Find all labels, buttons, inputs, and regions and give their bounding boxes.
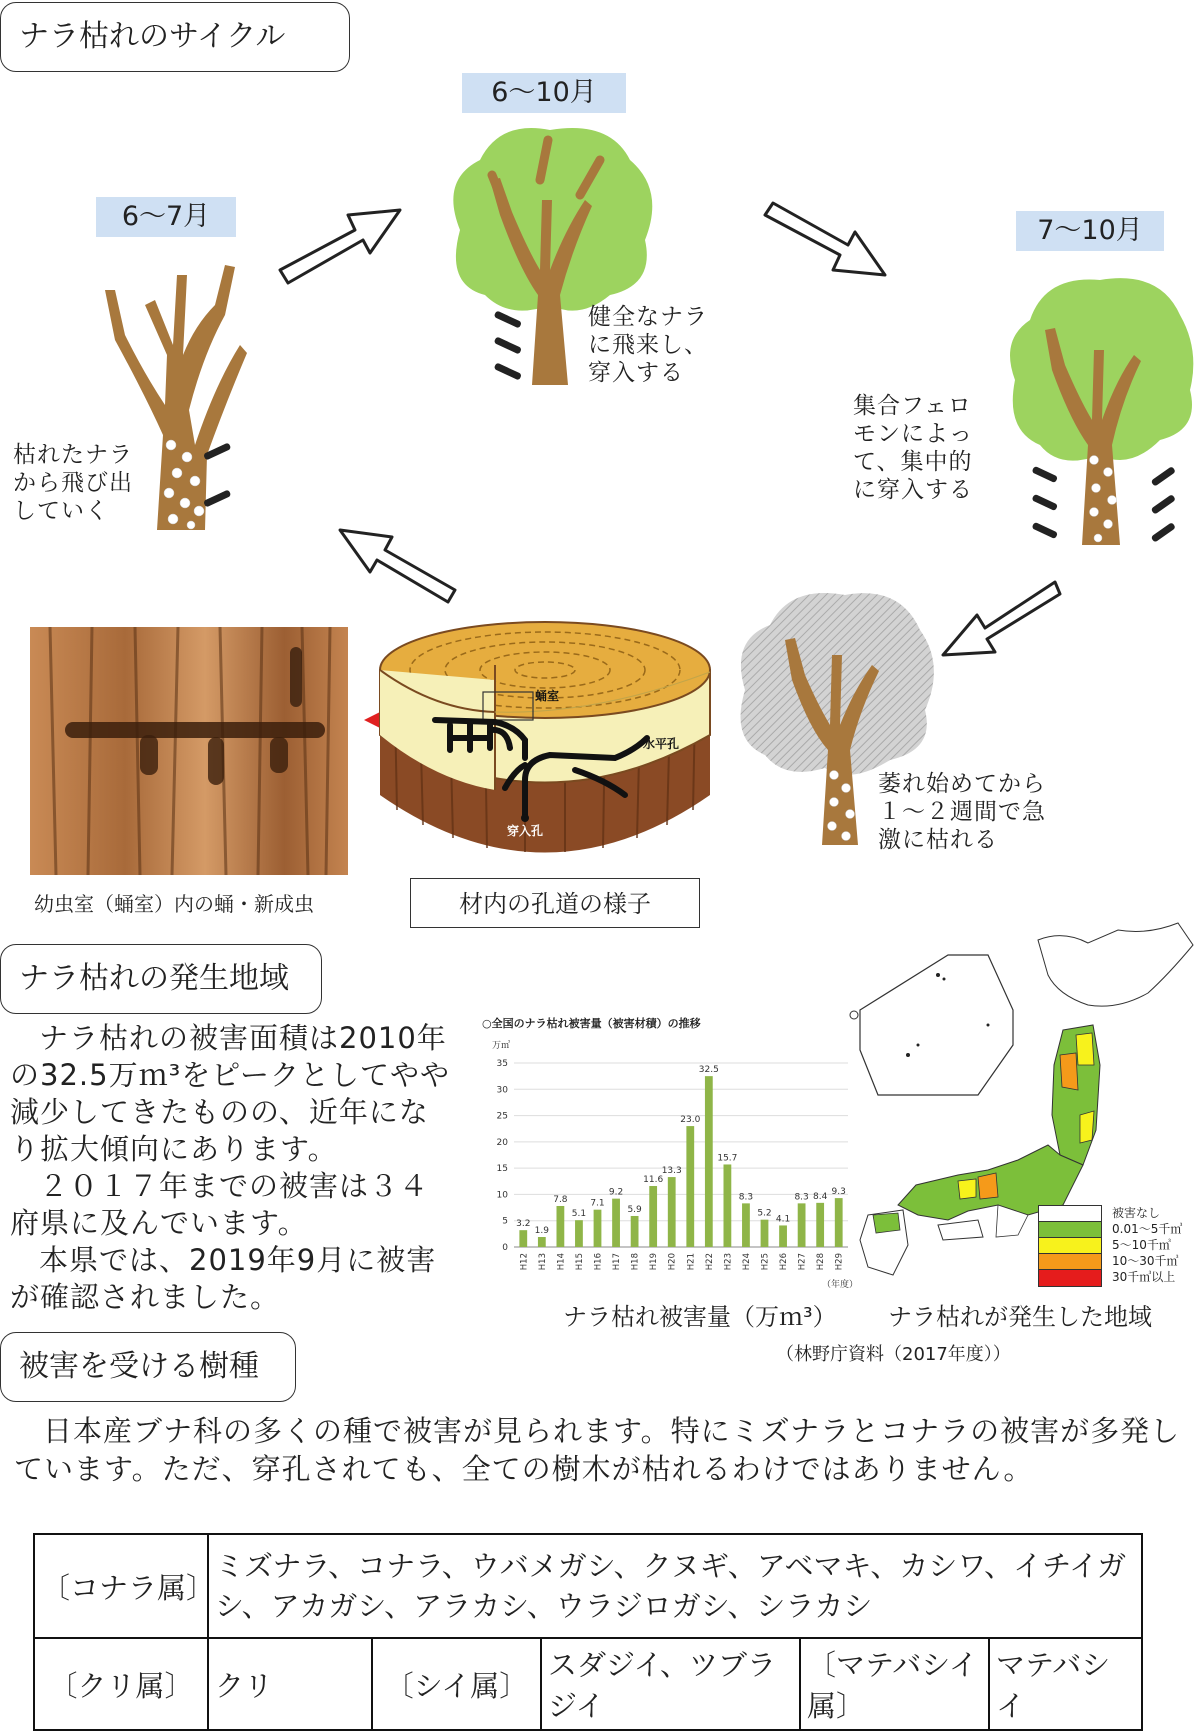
chart-data-label: 13.3 <box>661 1166 682 1177</box>
chart-bar <box>742 1203 750 1247</box>
chart-y-axis-label: 万㎥ <box>492 1041 511 1051</box>
chart-y-tick-label: 35 <box>496 1059 508 1069</box>
chart-data-label: 5.9 <box>627 1204 642 1215</box>
genus-konara: 〔コナラ属〕 <box>34 1534 208 1638</box>
gallery-caption: 材内の孔道の様子 <box>410 878 700 928</box>
chart-data-label: 11.6 <box>643 1175 664 1186</box>
chart-bar <box>668 1177 676 1247</box>
chart-data-label: 32.5 <box>698 1065 719 1076</box>
arrow-up-right-icon <box>270 195 410 295</box>
chart-y-tick-label: 5 <box>502 1216 508 1227</box>
beetle-icon <box>198 440 238 520</box>
chart-y-tick-label: 0 <box>502 1243 508 1253</box>
chart-x-tick-label: H18 <box>630 1253 641 1271</box>
chart-x-tick-label: H27 <box>797 1253 808 1271</box>
chart-x-tick-label: H21 <box>686 1253 697 1271</box>
chart-data-label: 5.2 <box>757 1208 772 1219</box>
chart-bar <box>835 1198 843 1247</box>
month-label-6-7: 6〜7月 <box>96 197 236 237</box>
arrow-up-left-icon <box>330 510 460 610</box>
legend-label: 5〜10千㎥ <box>1112 1238 1171 1252</box>
chart-bar <box>723 1164 731 1247</box>
beetle-icon <box>490 310 530 390</box>
chart-data-label: 7.1 <box>590 1198 605 1209</box>
damage-bar-chart <box>480 1015 860 1295</box>
chart-data-label: 1.9 <box>534 1226 549 1237</box>
legend-label: 30千㎥以上 <box>1112 1270 1176 1284</box>
legend-label: 10〜30千㎥ <box>1112 1254 1179 1268</box>
chart-bar <box>686 1126 694 1247</box>
chart-data-label: 23.0 <box>680 1115 701 1126</box>
chart-bar <box>594 1210 602 1247</box>
chart-title: ○全国のナラ枯れ被害量（被害材積）の推移 <box>482 1017 701 1030</box>
legend-label: 被害なし <box>1112 1206 1161 1220</box>
genus-matebashii: 〔マテバシイ属〕 <box>800 1638 989 1730</box>
chart-bar <box>705 1076 713 1247</box>
region-text <box>10 1020 455 1316</box>
chart-data-label: 4.1 <box>775 1214 791 1225</box>
caption-dead-tree: 枯れたナラ から飛び出 していく <box>13 442 133 524</box>
chart-bar <box>519 1230 527 1247</box>
chart-bar <box>798 1203 806 1247</box>
region-paragraph: ナラ枯れの被害面積は2010年の32.5万ｍ³をピークとしてやや減少してきたものの、近年になり拡大傾向にあります。 <box>10 1021 451 1166</box>
legend-label: 0.01〜5千㎥ <box>1112 1222 1183 1236</box>
genus-kuri: 〔クリ属〕 <box>34 1638 208 1730</box>
chart-data-label: 8.3 <box>794 1192 809 1203</box>
region-paragraph: 本県では、2019年9月に被害が確認されました。 <box>10 1243 437 1314</box>
chart-y-tick-label: 20 <box>496 1137 508 1148</box>
chart-bar <box>761 1220 769 1247</box>
chart-x-axis-label: （年度） <box>822 1280 859 1290</box>
caption-healthy-tree: 健全なナラ に飛来し、 穿入する <box>588 304 708 386</box>
chart-bar <box>556 1206 564 1247</box>
species-table <box>33 1533 1143 1731</box>
chart-data-label: 9.3 <box>831 1187 846 1198</box>
species-text: 日本産ブナ科の多くの種で被害が見られます。特にミズナラとコナラの被害が多発しています。ただ、穿孔されても、全ての樹木が枯れるわけではありません。 <box>14 1414 1181 1486</box>
chart-data-label: 15.7 <box>717 1153 738 1164</box>
arrow-down-left-icon <box>935 570 1065 670</box>
chart-x-tick-label: H20 <box>667 1253 678 1271</box>
chart-x-tick-label: H13 <box>537 1253 548 1271</box>
chart-bar <box>779 1225 787 1247</box>
chart-y-tick-label: 10 <box>496 1190 508 1201</box>
species-list-kuri: クリ <box>208 1638 372 1730</box>
genus-shii: 〔シイ属〕 <box>372 1638 541 1730</box>
chart-bar <box>631 1216 639 1247</box>
month-label-7-10: 7〜10月 <box>1016 211 1164 251</box>
chart-x-tick-label: H16 <box>593 1253 604 1271</box>
chart-x-tick-label: H12 <box>519 1253 530 1271</box>
chart-x-tick-label: H14 <box>556 1253 567 1271</box>
map-caption: ナラ枯れが発生した地域 <box>888 1303 1152 1331</box>
table-row <box>34 1638 1142 1730</box>
chart-x-tick-label: H19 <box>649 1253 660 1271</box>
chart-x-tick-label: H24 <box>741 1253 752 1271</box>
gallery-diagram <box>375 620 715 880</box>
chart-data-label: 9.2 <box>608 1187 624 1198</box>
chart-x-tick-label: H28 <box>816 1253 827 1271</box>
legend-swatch <box>1038 1269 1102 1287</box>
chart-x-tick-label: H25 <box>760 1253 771 1271</box>
chart-x-tick-label: H22 <box>704 1253 715 1271</box>
chart-bar <box>649 1186 657 1247</box>
chart-data-label: 8.3 <box>738 1192 754 1203</box>
chart-y-tick-label: 30 <box>496 1085 508 1096</box>
source-note: （林野庁資料（2017年度）） <box>776 1344 1011 1365</box>
table-row <box>34 1534 1142 1638</box>
region-paragraph: ２０１７年までの被害は３４府県に及んでいます。 <box>10 1169 430 1240</box>
chart-caption: ナラ枯れ被害量（万ｍ³） <box>563 1303 837 1331</box>
caption-pheromone: 集合フェロ モンによっ て、集中的 に穿入する <box>853 393 973 503</box>
species-list-shii: スダジイ、ツブラジイ <box>541 1638 800 1730</box>
chart-x-tick-label: H15 <box>574 1253 585 1271</box>
month-label-6-10: 6〜10月 <box>462 73 626 113</box>
chart-data-label: 5.1 <box>571 1209 587 1220</box>
chart-data-label: 3.2 <box>516 1219 531 1230</box>
species-list-matebashii: マテバシイ <box>989 1638 1142 1730</box>
caption-wilting: 萎れ始めてから １〜２週間で急 激に枯れる <box>878 771 1046 853</box>
chart-x-tick-label: H26 <box>779 1253 790 1271</box>
region-section-title: ナラ枯れの発生地域 <box>0 944 322 1014</box>
chart-x-tick-label: H23 <box>723 1253 734 1271</box>
cycle-section-title: ナラ枯れのサイクル <box>0 2 350 72</box>
species-section-title: 被害を受ける樹種 <box>0 1332 296 1402</box>
arrow-down-right-icon <box>755 195 895 295</box>
chart-x-tick-label: H29 <box>834 1253 845 1271</box>
chart-y-tick-label: 15 <box>496 1164 508 1175</box>
chart-bar <box>612 1199 620 1247</box>
photo-caption: 幼虫室（蛹室）内の蛹・新成虫 <box>34 892 314 916</box>
label-pupa: 蛹室 <box>535 689 560 703</box>
chart-x-tick-label: H17 <box>612 1253 623 1271</box>
pupa-photo <box>30 627 348 875</box>
chart-data-label: 8.4 <box>813 1191 828 1202</box>
label-horizontal: 水平孔 <box>643 737 680 751</box>
chart-data-label: 7.8 <box>553 1194 568 1205</box>
chart-y-tick-label: 25 <box>496 1111 508 1122</box>
chart-bar <box>575 1220 583 1247</box>
chart-bar <box>816 1203 824 1247</box>
chart-bar <box>538 1237 546 1247</box>
label-entry: 穿入孔 <box>507 824 544 838</box>
species-list-konara: ミズナラ、コナラ、ウバメガシ、クヌギ、アベマキ、カシワ、イチイガシ、アカガシ、アラカシ、ウラジロガシ、シラカシ <box>208 1534 1142 1638</box>
beetle-icon <box>1030 465 1190 555</box>
